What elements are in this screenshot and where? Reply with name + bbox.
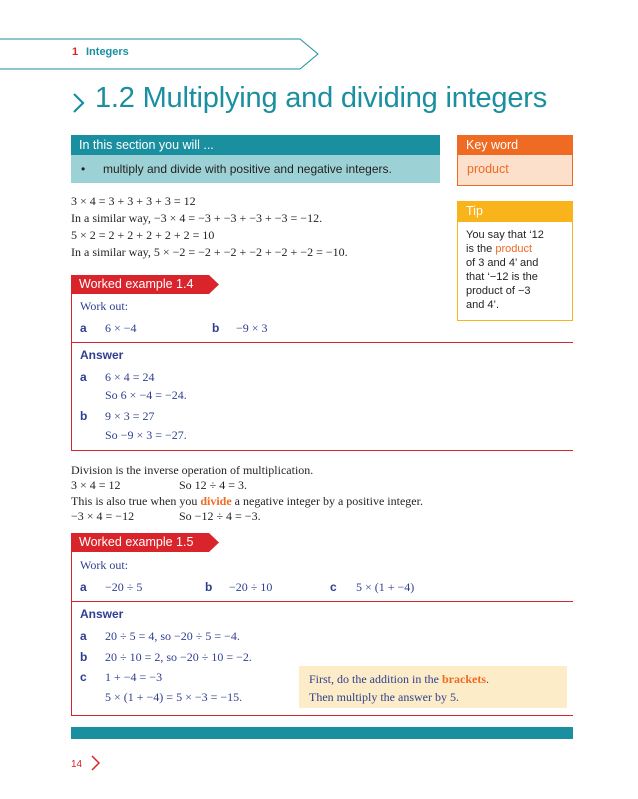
bullet-icon: • — [81, 162, 86, 176]
chapter-name: Integers — [86, 46, 129, 58]
objective-text: multiply and divide with positive and negative integers. — [103, 162, 392, 176]
answer-letter: b — [80, 409, 88, 423]
division-line: This is also true when you divide a negative integer by a positive integer. — [71, 494, 423, 508]
tip-body: You say that ‘12 is the product of 3 and 4’ and that ‘−12 is the product of −3 and 4’. — [457, 222, 573, 321]
answer-line: So 6 × −4 = −24. — [105, 388, 187, 402]
page-title: 1.2 Multiplying and dividing integers — [95, 82, 548, 114]
question-text: −20 ÷ 10 — [229, 580, 273, 594]
division-line: So −12 ÷ 4 = −3. — [179, 509, 261, 523]
worked-example-label: Worked example 1.5 — [79, 535, 194, 549]
answer-letter: a — [80, 370, 87, 384]
key-word-heading: Key word — [457, 135, 573, 155]
chapter-tab-outline — [0, 38, 320, 70]
work-out-label: Work out: — [80, 558, 129, 572]
key-word-term: product — [457, 155, 573, 186]
page-number: 14 — [71, 759, 83, 770]
answer-line: So −9 × 3 = −27. — [105, 428, 187, 442]
section-heading: In this section you will ... — [71, 135, 440, 155]
hint-box: First, do the addition in the brackets. Then multiply the answer by 5. — [299, 666, 567, 708]
example-border-bottom — [71, 715, 573, 716]
footer-bar — [71, 727, 573, 739]
example-border-bottom — [71, 450, 573, 451]
answer-letter: b — [80, 650, 88, 664]
answer-line: 6 × 4 = 24 — [105, 370, 155, 384]
answer-line: 9 × 3 = 27 — [105, 409, 155, 423]
answer-label: Answer — [80, 607, 124, 621]
question-letter: b — [212, 321, 220, 335]
chapter-number: 1 — [72, 46, 79, 58]
question-text: −9 × 3 — [236, 321, 268, 335]
intro-line: 5 × 2 = 2 + 2 + 2 + 2 + 2 = 10 — [71, 228, 215, 242]
answer-letter: c — [80, 670, 87, 684]
question-letter: a — [80, 321, 87, 335]
division-line: So 12 ÷ 4 = 3. — [179, 478, 248, 492]
work-out-label: Work out: — [80, 299, 129, 313]
chevron-right-icon — [72, 92, 86, 114]
question-text: −20 ÷ 5 — [105, 580, 143, 594]
answer-line: 5 × (1 + −4) = 5 × −3 = −15. — [105, 690, 243, 704]
section-objective — [71, 155, 440, 183]
answer-divider — [71, 342, 573, 343]
tip-key-term: product — [495, 243, 533, 255]
question-letter: a — [80, 580, 87, 594]
answer-line: 20 ÷ 5 = 4, so −20 ÷ 5 = −4. — [105, 629, 240, 643]
question-text: 6 × −4 — [105, 321, 137, 335]
division-line: 3 × 4 = 12 — [71, 478, 121, 492]
answer-line: 20 ÷ 10 = 2, so −20 ÷ 10 = −2. — [105, 650, 252, 664]
answer-line: 1 + −4 = −3 — [105, 670, 163, 684]
example-border-left — [71, 294, 72, 450]
chevron-right-icon — [90, 754, 102, 772]
question-letter: b — [205, 580, 213, 594]
answer-divider — [71, 601, 573, 602]
tip-heading: Tip — [457, 201, 573, 222]
keyword-brackets: brackets — [442, 672, 486, 686]
intro-line: In a similar way, 5 × −2 = −2 + −2 + −2 + −2 + −2 = −10. — [71, 245, 348, 259]
answer-letter: a — [80, 629, 87, 643]
intro-line: In a similar way, −3 × 4 = −3 + −3 + −3 + −3 = −12. — [71, 211, 323, 225]
question-letter: c — [330, 580, 337, 594]
division-line: −3 × 4 = −12 — [71, 509, 135, 523]
answer-label: Answer — [80, 348, 124, 362]
keyword-divide: divide — [200, 494, 232, 508]
worked-example-label: Worked example 1.4 — [79, 277, 194, 291]
example-border-left — [71, 552, 72, 715]
division-line: Division is the inverse operation of multiplication. — [71, 463, 314, 477]
intro-line: 3 × 4 = 3 + 3 + 3 + 3 = 12 — [71, 194, 196, 208]
question-text: 5 × (1 + −4) — [356, 580, 415, 594]
